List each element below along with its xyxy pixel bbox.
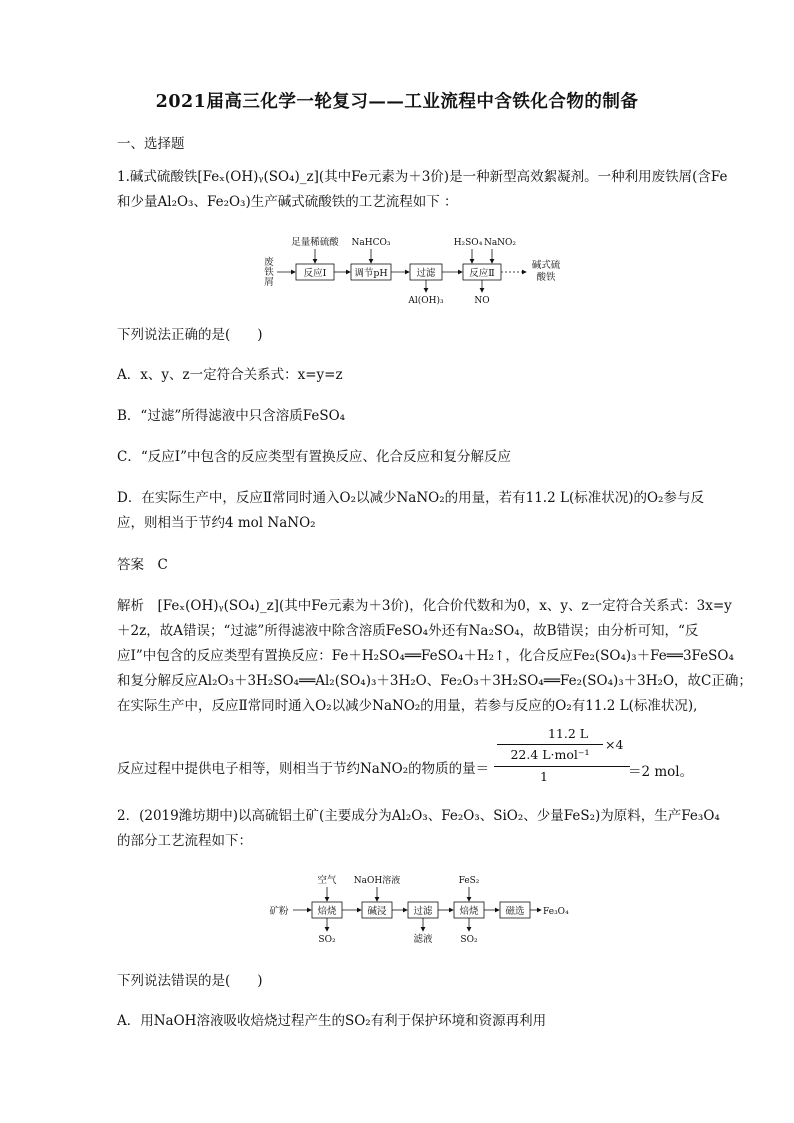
q1-option-c: C．“反应Ⅰ”中包含的反应类型有置换反应、化合反应和复分解反应 [117,449,511,465]
q1-output-no: NO [474,296,490,306]
q1-analysis-line-4: 和复分解反应Al₂O₃＋3H₂SO₄══Al₂(SO₄)₃＋3H₂O、Fe₂O₃＋3H₂SO₄══Fe₂(SO₄)₃＋3H₂O，故C正确； [117,673,752,689]
q1-input-h2so4: H₂SO₄ [453,238,483,248]
section-heading: 一、选择题 [117,136,185,152]
q2-prompt: 下列说法错误的是( ) [117,973,263,989]
q2-input-naoh: NaOH溶液 [353,876,401,886]
q2-output-filtrate: 滤液 [413,934,433,945]
q2-box-roast-1-label: 焙烧 [317,906,337,917]
q1-input-sulfuric-acid: 足量稀硫酸 [291,237,339,248]
q1-flow-start-2: 铁 [264,267,274,278]
q2-flow-product: Fe₃O₄ [543,907,569,917]
q1-analysis-line-6: 反应过程中提供电子相等，则相当于节约NaNO₂的物质的量＝ [117,761,490,777]
q1-option-b: B．“过滤”所得滤液中只含溶质FeSO₄ [117,408,346,424]
q1-box-adjust-ph-label: 调节pH [354,268,388,279]
fraction-outer-denominator: 1 [540,769,548,784]
q2-output-so2-2: SO₂ [460,935,478,945]
q2-box-roast-2-label: 焙烧 [459,906,479,917]
q1-stem-line-2: 和少量Al₂O₃、Fe₂O₃)生产碱式硫酸铁的工艺流程如下 ： [117,194,458,210]
q1-option-d-line-2: 应，则相当于节约4 mol NaNO₂ [117,515,316,531]
page-title: 2021届高三化学一轮复习——工业流程中含铁化合物的制备 [155,92,639,112]
q1-flowchart [260,232,570,307]
q1-analysis-line-2: ＋2z，故A错误；“过滤”所得滤液中除含溶质FeSO₄外还有Na₂SO₄，故B错误；由分析可知，“反 [117,623,699,639]
fraction-inner-denominator: 22.4 L·mol⁻¹ [510,747,590,762]
fraction-multiplier: ×4 [605,737,624,752]
q1-flow-start-1: 废 [264,257,274,268]
q2-box-magnetic-sep-label: 磁选 [505,906,525,917]
fraction-outer-bar [494,766,630,767]
q1-input-nahco3: NaHCO₃ [351,238,391,248]
q1-output-aloh3: Al(OH)₃ [408,296,444,306]
q2-stem-line-2: 的部分工艺流程如下： [117,833,252,849]
q1-box-filter-label: 过滤 [416,268,436,279]
q1-flow-start-3: 屑 [264,277,274,288]
q2-output-so2-1: SO₂ [318,935,336,945]
q1-prompt: 下列说法正确的是( ) [117,327,263,343]
q1-analysis-line-5: 在实际生产中，反应Ⅱ常同时通入O₂以减少NaNO₂的用量，若参与反应的O₂有11.2 L(标准状况), [117,698,698,714]
fraction-result: ＝2 mol。 [628,764,694,780]
q1-box-reaction-2-label: 反应Ⅱ [469,268,495,279]
q2-input-air: 空气 [317,875,337,886]
q1-stem-line-1: 1.碱式硫酸铁[Feₓ(OH)ᵧ(SO₄)_z](其中Fe元素为＋3价)是一种新型高效絮凝剂。一种利用废铁屑(含Fe [117,169,728,185]
q1-option-d-line-1: D．在实际生产中，反应Ⅱ常同时通入O₂以减少NaNO₂的用量，若有11.2 L(标准状况)的O₂参与反 [117,490,704,506]
q2-box-filter-label: 过滤 [413,906,433,917]
q1-box-reaction-1-label: 反应Ⅰ [303,268,327,279]
fraction-inner-numerator: 11.2 L [547,726,589,741]
q2-option-a: A．用NaOH溶液吸收焙烧过程产生的SO₂有利于保护环境和资源再利用 [117,1013,547,1029]
fraction-inner-bar [497,744,603,745]
q1-input-nano2: NaNO₂ [483,238,517,248]
q1-analysis-line-1: 解析 [Feₓ(OH)ᵧ(SO₄)_z](其中Fe元素为＋3价)，化合价代数和为0，x、y、z一定符合关系式：3x=y [117,598,732,614]
q1-flow-product-2: 酸铁 [536,272,556,283]
q1-flow-product-1: 碱式硫 [531,260,561,271]
q2-input-fes2: FeS₂ [458,876,480,886]
q1-answer: 答案 C [117,557,168,573]
q2-flow-start: 矿粉 [269,906,289,917]
q1-analysis-line-3: 应Ⅰ”中包含的反应类型有置换反应：Fe＋H₂SO₄══FeSO₄＋H₂↑，化合反应Fe₂(SO₄)₃＋Fe══3FeSO₄ [117,648,734,664]
q2-box-alkali-leach-label: 碱浸 [367,906,387,917]
q2-flowchart [265,870,575,948]
q1-option-a: A．x、y、z一定符合关系式：x=y=z [117,367,343,383]
q2-stem-line-1: 2．(2019潍坊期中)以高硫铝土矿(主要成分为Al₂O₃、Fe₂O₃、SiO₂、少量FeS₂)为原料，生产Fe₃O₄ [117,808,720,824]
